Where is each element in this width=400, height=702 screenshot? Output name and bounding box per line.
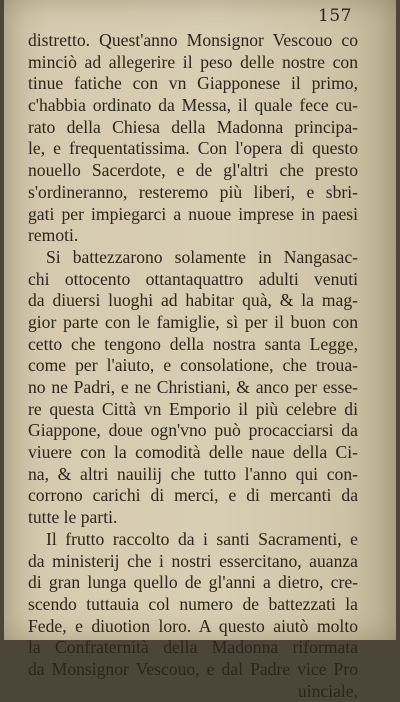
text-line: Il frutto raccolto da i santi Sacramenti, e	[46, 528, 358, 549]
text-line: c'habbia ordinato da Messa, il quale fece cu-	[28, 95, 358, 116]
text-line: distretto. Quest'anno Monsignor Vescouo co	[28, 30, 358, 50]
text-line: remoti.	[28, 225, 79, 246]
text-line: s'ordineranno, resteremo più liberi, e sbri-	[28, 181, 358, 202]
text-line: nouello Sacerdote, e de gl'altri che presto	[28, 160, 358, 181]
text-line: gati per impiegarci a nuoue imprese in paesi	[28, 203, 358, 224]
text-line: di gran lunga quello de gl'anni a dietro, cre-	[28, 572, 358, 593]
text-line: Giappone, doue ogn'vno può procacciarsi da	[28, 420, 358, 441]
text-line: corrono carichi di merci, e di mercanti da	[28, 485, 358, 506]
text-line: viuere con la comodità delle naue della Ci-	[28, 442, 358, 463]
text-line: gior parte con le famiglie, sì per il buon con	[28, 311, 358, 332]
text-line: come per l'aiuto, e consolatione, che troua-	[28, 355, 358, 376]
text-line: scendo tuttauia col numero de battezzati la	[28, 593, 358, 614]
text-line: cetto che tengono della nostra santa Legge,	[28, 333, 358, 354]
book-page	[4, 0, 396, 701]
text-line: la Confraternità della Madonna riformata	[28, 637, 358, 658]
text-line: tinue fatiche con vn Giapponese il primo,	[28, 73, 358, 94]
text-line: da ministerij che i nostri essercitano, auanza	[28, 550, 358, 571]
text-line: Si battezzarono solamente in Nangasac-	[46, 246, 358, 267]
text-line: uinciale,	[297, 680, 358, 701]
text-line: re questa Città vn Emporio il più celebre di	[28, 398, 358, 419]
text-line: minciò ad allegerire il peso delle nostre con	[28, 51, 358, 72]
text-line: no ne Padri, e ne Christiani, & anco per esse-	[28, 377, 358, 397]
text-line: chi ottocento ottantaquattro adulti venuti	[28, 268, 358, 289]
page-text-body	[28, 30, 358, 702]
text-line: tutte le parti.	[28, 507, 118, 528]
text-line: rato della Chiesa della Madonna principa-	[28, 116, 358, 137]
text-line: na, & altri nauilij che tutto l'anno qui con-	[28, 463, 358, 484]
page-number: 157	[318, 6, 352, 26]
text-line: Fede, e diuotion loro. A questo aiutò molto	[28, 615, 358, 636]
text-line: da Monsignor Vescouo, e dal Padre vice Pro	[28, 658, 358, 679]
text-line: da diuersi luoghi ad habitar quà, & la mag-	[28, 290, 358, 311]
text-line: le, e frequentatissima. Con l'opera di questo	[28, 138, 358, 159]
